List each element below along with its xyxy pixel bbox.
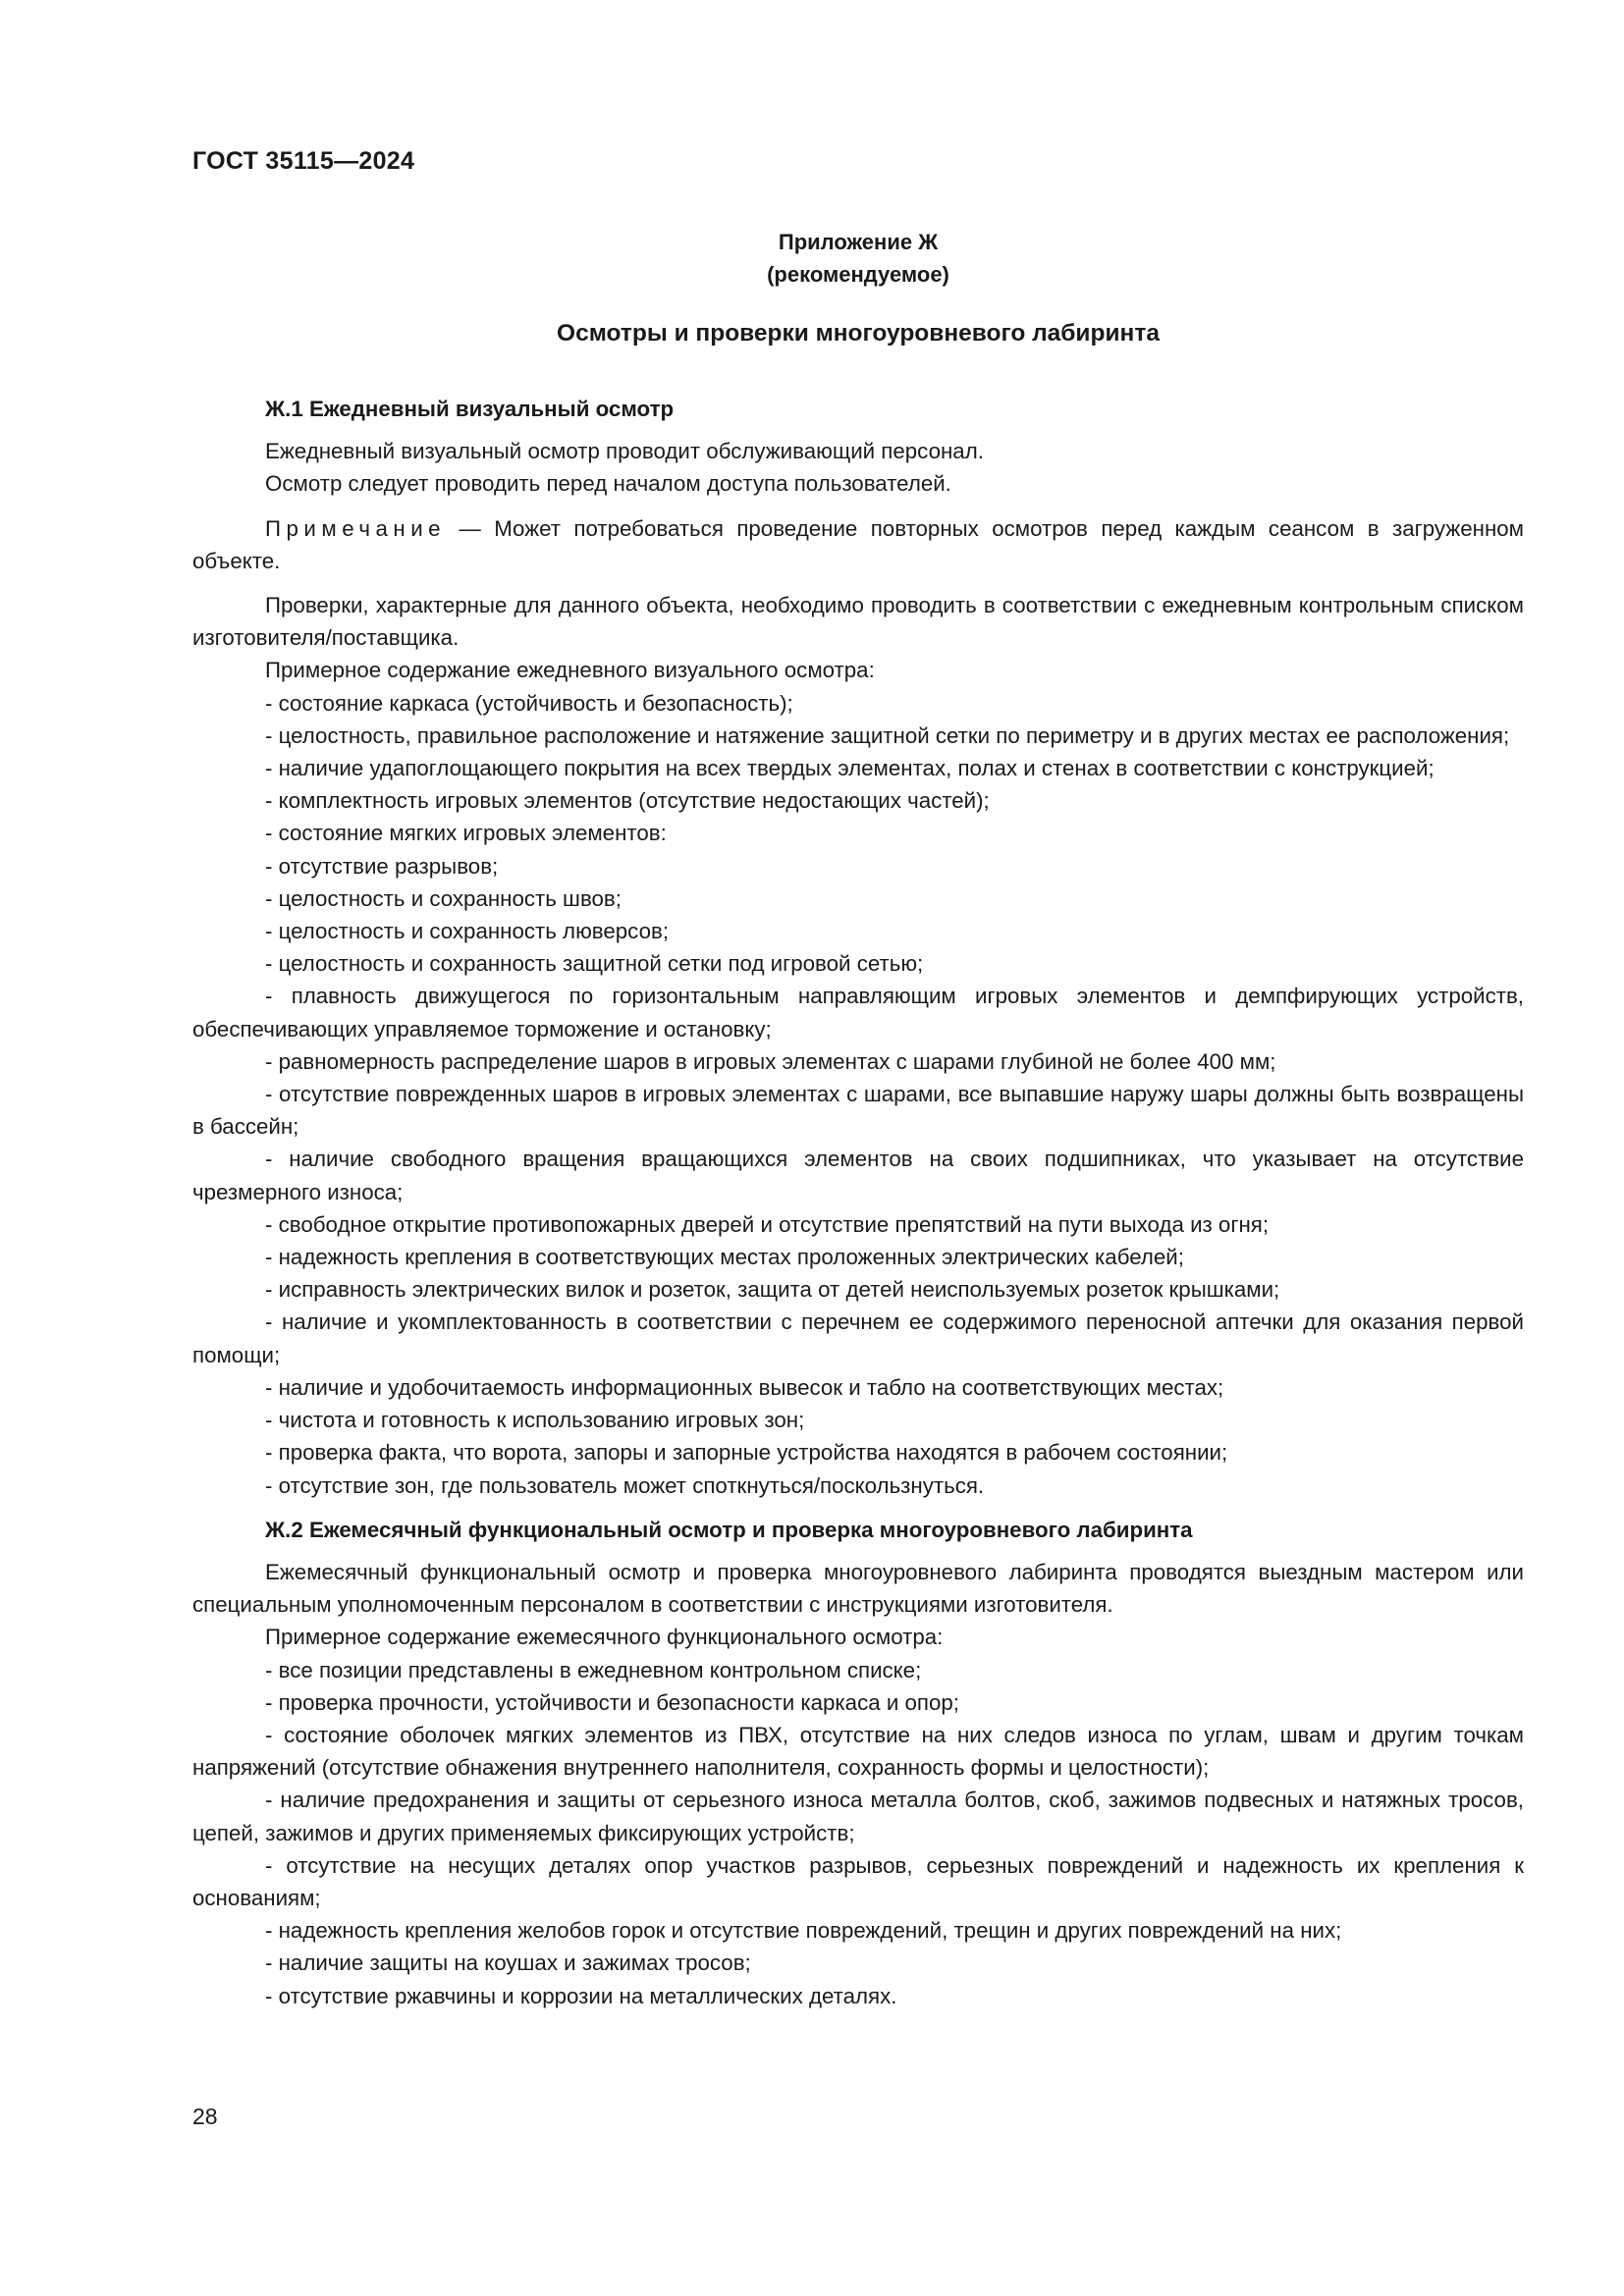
list-item: - состояние каркаса (устойчивость и безопасность); bbox=[265, 690, 793, 716]
list-item: - отсутствие разрывов; bbox=[265, 853, 499, 879]
list-item: - наличие защиты на коушах и зажимах тросов; bbox=[265, 1950, 751, 1976]
list-item: - состояние оболочек мягких элементов из ПВХ, отсутствие на них следов износа по углам, швам и другим точкам напряжений (отсутствие обнажения внутреннего наполнителя, сохранность формы и целостности); bbox=[192, 1722, 1524, 1781]
list-item: - состояние мягких игровых элементов: bbox=[265, 821, 667, 846]
list-item: - плавность движущегося по горизонтальным направляющим игровых элементов и демпфирующих устройств, обеспечивающих управляемое торможение и остановку; bbox=[192, 984, 1524, 1041]
list-item: - свободное открытие противопожарных дверей и отсутствие препятствий на пути выхода из огня; bbox=[265, 1211, 1270, 1237]
list-item: - надежность крепления в соответствующих местах проложенных электрических кабелей; bbox=[265, 1245, 1184, 1270]
annex-title: Осмотры и проверки многоуровневого лабиринта bbox=[557, 320, 1160, 347]
document-code: ГОСТ 35115—2024 bbox=[192, 147, 415, 175]
list-item: - отсутствие на несущих деталях опор участков разрывов, серьезных повреждений и надежность их крепления к основаниям; bbox=[192, 1852, 1524, 1910]
list-item: - чистота и готовность к использованию игровых зон; bbox=[265, 1408, 805, 1433]
list-item: - целостность и сохранность люверсов; bbox=[265, 919, 670, 944]
document-body bbox=[192, 393, 1524, 2012]
paragraph: Осмотр следует проводить перед началом доступа пользователей. bbox=[265, 471, 951, 497]
note bbox=[192, 512, 1524, 577]
list-item: - целостность и сохранность швов; bbox=[265, 885, 622, 911]
paragraph: Ежедневный визуальный осмотр проводит обслуживающий персонал. bbox=[265, 439, 984, 464]
paragraph: Ежемесячный функциональный осмотр и проверка многоуровневого лабиринта проводятся выездным мастером или специальным уполномоченным персоналом в соответствии с инструкциями изготовителя. bbox=[192, 1559, 1524, 1618]
annex-heading bbox=[192, 226, 1524, 291]
list-item: - отсутствие поврежденных шаров в игровых элементах с шарами, все выпавшие наружу шары должны быть возвращены в бассейн; bbox=[192, 1082, 1524, 1140]
annex-label: Приложение Ж bbox=[778, 230, 939, 254]
note-text: — Может потребоваться проведение повторных осмотров перед каждым сеансом в загруженном объекте. bbox=[192, 515, 1524, 573]
list-item: - исправность электрических вилок и розеток, защита от детей неиспользуемых розеток крышками; bbox=[265, 1277, 1280, 1303]
list-item: - наличие и удобочитаемость информационных вывесок и табло на соответствующих местах; bbox=[265, 1374, 1224, 1400]
page-number: 28 bbox=[192, 2104, 218, 2129]
section-1-heading: Ж.1 Ежедневный визуальный осмотр bbox=[265, 397, 675, 421]
list-item: - целостность, правильное расположение и натяжение защитной сетки по периметру и в других местах ее расположения; bbox=[265, 722, 1510, 748]
note-label: Примечание bbox=[265, 515, 447, 541]
list-item: - проверка прочности, устойчивости и безопасности каркаса и опор; bbox=[265, 1689, 959, 1715]
list-intro: Примерное содержание ежедневного визуального осмотра: bbox=[265, 658, 875, 683]
list-item: - отсутствие ржавчины и коррозии на металлических деталях. bbox=[265, 1983, 897, 2008]
list-item: - комплектность игровых элементов (отсутствие недостающих частей); bbox=[265, 788, 990, 814]
section-2-heading: Ж.2 Ежемесячный функциональный осмотр и проверка многоуровневого лабиринта bbox=[265, 1517, 1193, 1542]
list-item: - надежность крепления желобов горок и отсутствие повреждений, трещин и других повреждений на них; bbox=[265, 1918, 1342, 1944]
list-item: - наличие свободного вращения вращающихся элементов на своих подшипниках, что указывает на отсутствие чрезмерного износа; bbox=[192, 1147, 1524, 1204]
paragraph: Проверки, характерные для данного объекта, необходимо проводить в соответствии с ежедневным контрольным списком изготовителя/поставщика. bbox=[192, 593, 1524, 651]
list-item: - целостность и сохранность защитной сетки под игровой сетью; bbox=[265, 951, 924, 977]
annex-status: (рекомендуемое) bbox=[767, 262, 949, 287]
list-item: - наличие удапоглощающего покрытия на всех твердых элементах, полах и стенах в соответствии с конструкцией; bbox=[265, 756, 1435, 781]
list-item: - проверка факта, что ворота, запоры и запорные устройства находятся в рабочем состоянии; bbox=[265, 1440, 1228, 1466]
list-item: - равномерность распределение шаров в игровых элементах с шарами глубиной не более 400 мм; bbox=[265, 1048, 1276, 1074]
list-intro: Примерное содержание ежемесячного функционального осмотра: bbox=[265, 1625, 944, 1650]
list-item: - наличие предохранения и защиты от серьезного износа металла болтов, скоб, зажимов подвесных и натяжных тросов, цепей, зажимов и других применяемых фиксирующих устройств; bbox=[192, 1788, 1524, 1845]
list-item: - отсутствие зон, где пользователь может споткнуться/поскользнуться. bbox=[265, 1472, 985, 1498]
list-item: - все позиции представлены в ежедневном контрольном списке; bbox=[265, 1657, 922, 1682]
list-item: - наличие и укомплектованность в соответствии с перечнем ее содержимого переносной аптечки для оказания первой помощи; bbox=[192, 1309, 1524, 1367]
